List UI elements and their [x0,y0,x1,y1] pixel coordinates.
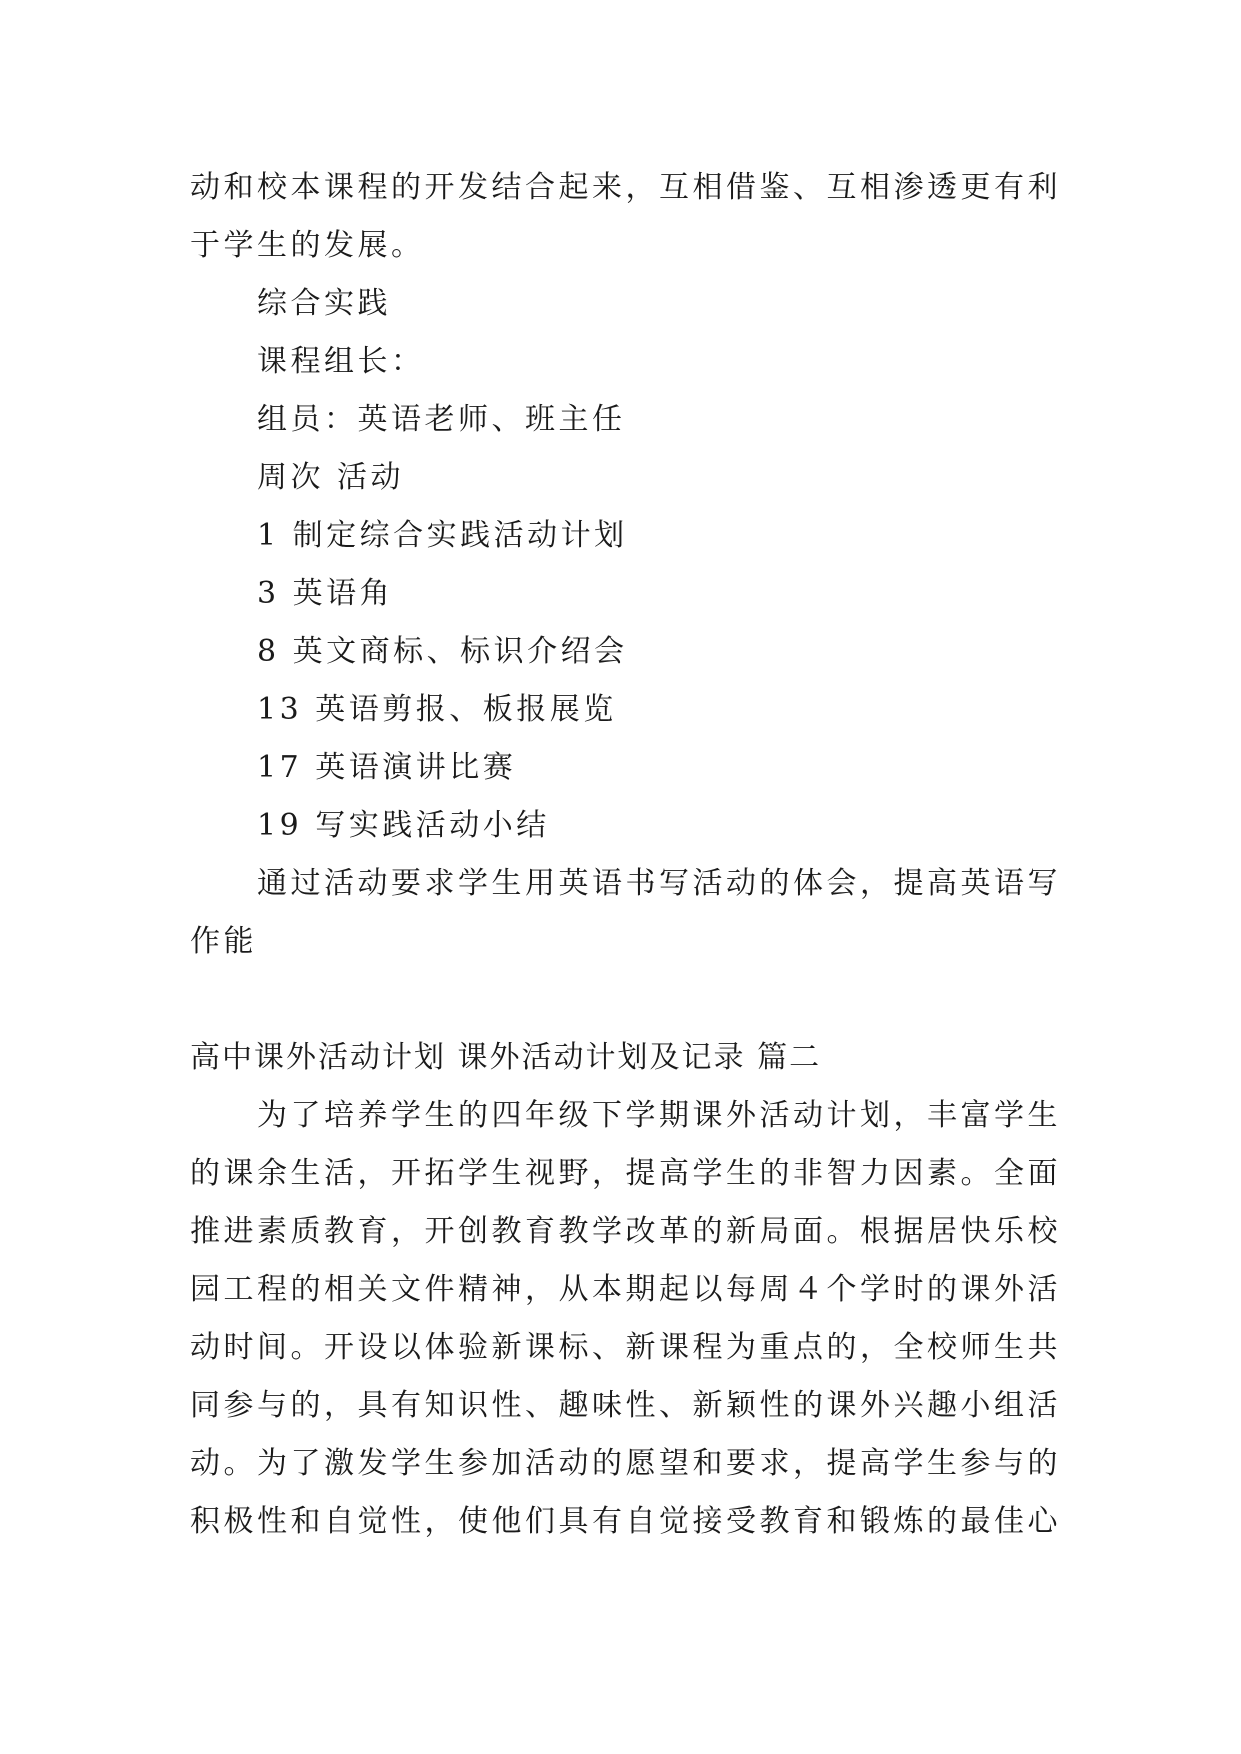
section-heading: 高中课外活动计划 课外活动计划及记录 篇二 [190,1040,822,1075]
schedule-item: 8 英文商标、标识介绍会 [257,634,628,669]
paragraph-line: 园工程的相关文件精神，从本期起以每周４个学时的课外活 [190,1272,1061,1307]
members-line: 组员：英语老师、班主任 [257,402,626,437]
paragraph-line: 于学生的发展。 [190,228,425,263]
paragraph-line: 作能 [190,924,257,959]
paragraph-line: 积极性和自觉性，使他们具有自觉接受教育和锻炼的最佳心 [190,1504,1061,1539]
paragraph-line: 动。为了激发学生参加活动的愿望和要求，提高学生参与的 [190,1446,1061,1481]
schedule-item: 1 制定综合实践活动计划 [257,518,628,553]
paragraph-line: 推进素质教育，开创教育教学改革的新局面。根据居快乐校 [190,1214,1061,1249]
paragraph-line: 动和校本课程的开发结合起来，互相借鉴、互相渗透更有利 [190,170,1061,205]
schedule-item: 13 英语剪报、板报展览 [257,692,617,727]
schedule-header: 周次 活动 [257,460,405,495]
paragraph-line: 动时间。开设以体验新课标、新课程为重点的，全校师生共 [190,1330,1061,1365]
paragraph-line: 的课余生活，开拓学生视野，提高学生的非智力因素。全面 [190,1156,1061,1191]
paragraph-line: 为了培养学生的四年级下学期课外活动计划，丰富学生 [257,1098,1061,1133]
schedule-item: 3 英语角 [257,576,394,611]
paragraph-line: 同参与的，具有知识性、趣味性、新颖性的课外兴趣小组活 [190,1388,1061,1423]
section-title: 综合实践 [257,286,391,321]
group-leader-label: 课程组长： [257,344,425,379]
schedule-item: 19 写实践活动小结 [257,808,550,843]
schedule-item: 17 英语演讲比赛 [257,750,517,785]
paragraph-line: 通过活动要求学生用英语书写活动的体会，提高英语写 [257,866,1061,901]
